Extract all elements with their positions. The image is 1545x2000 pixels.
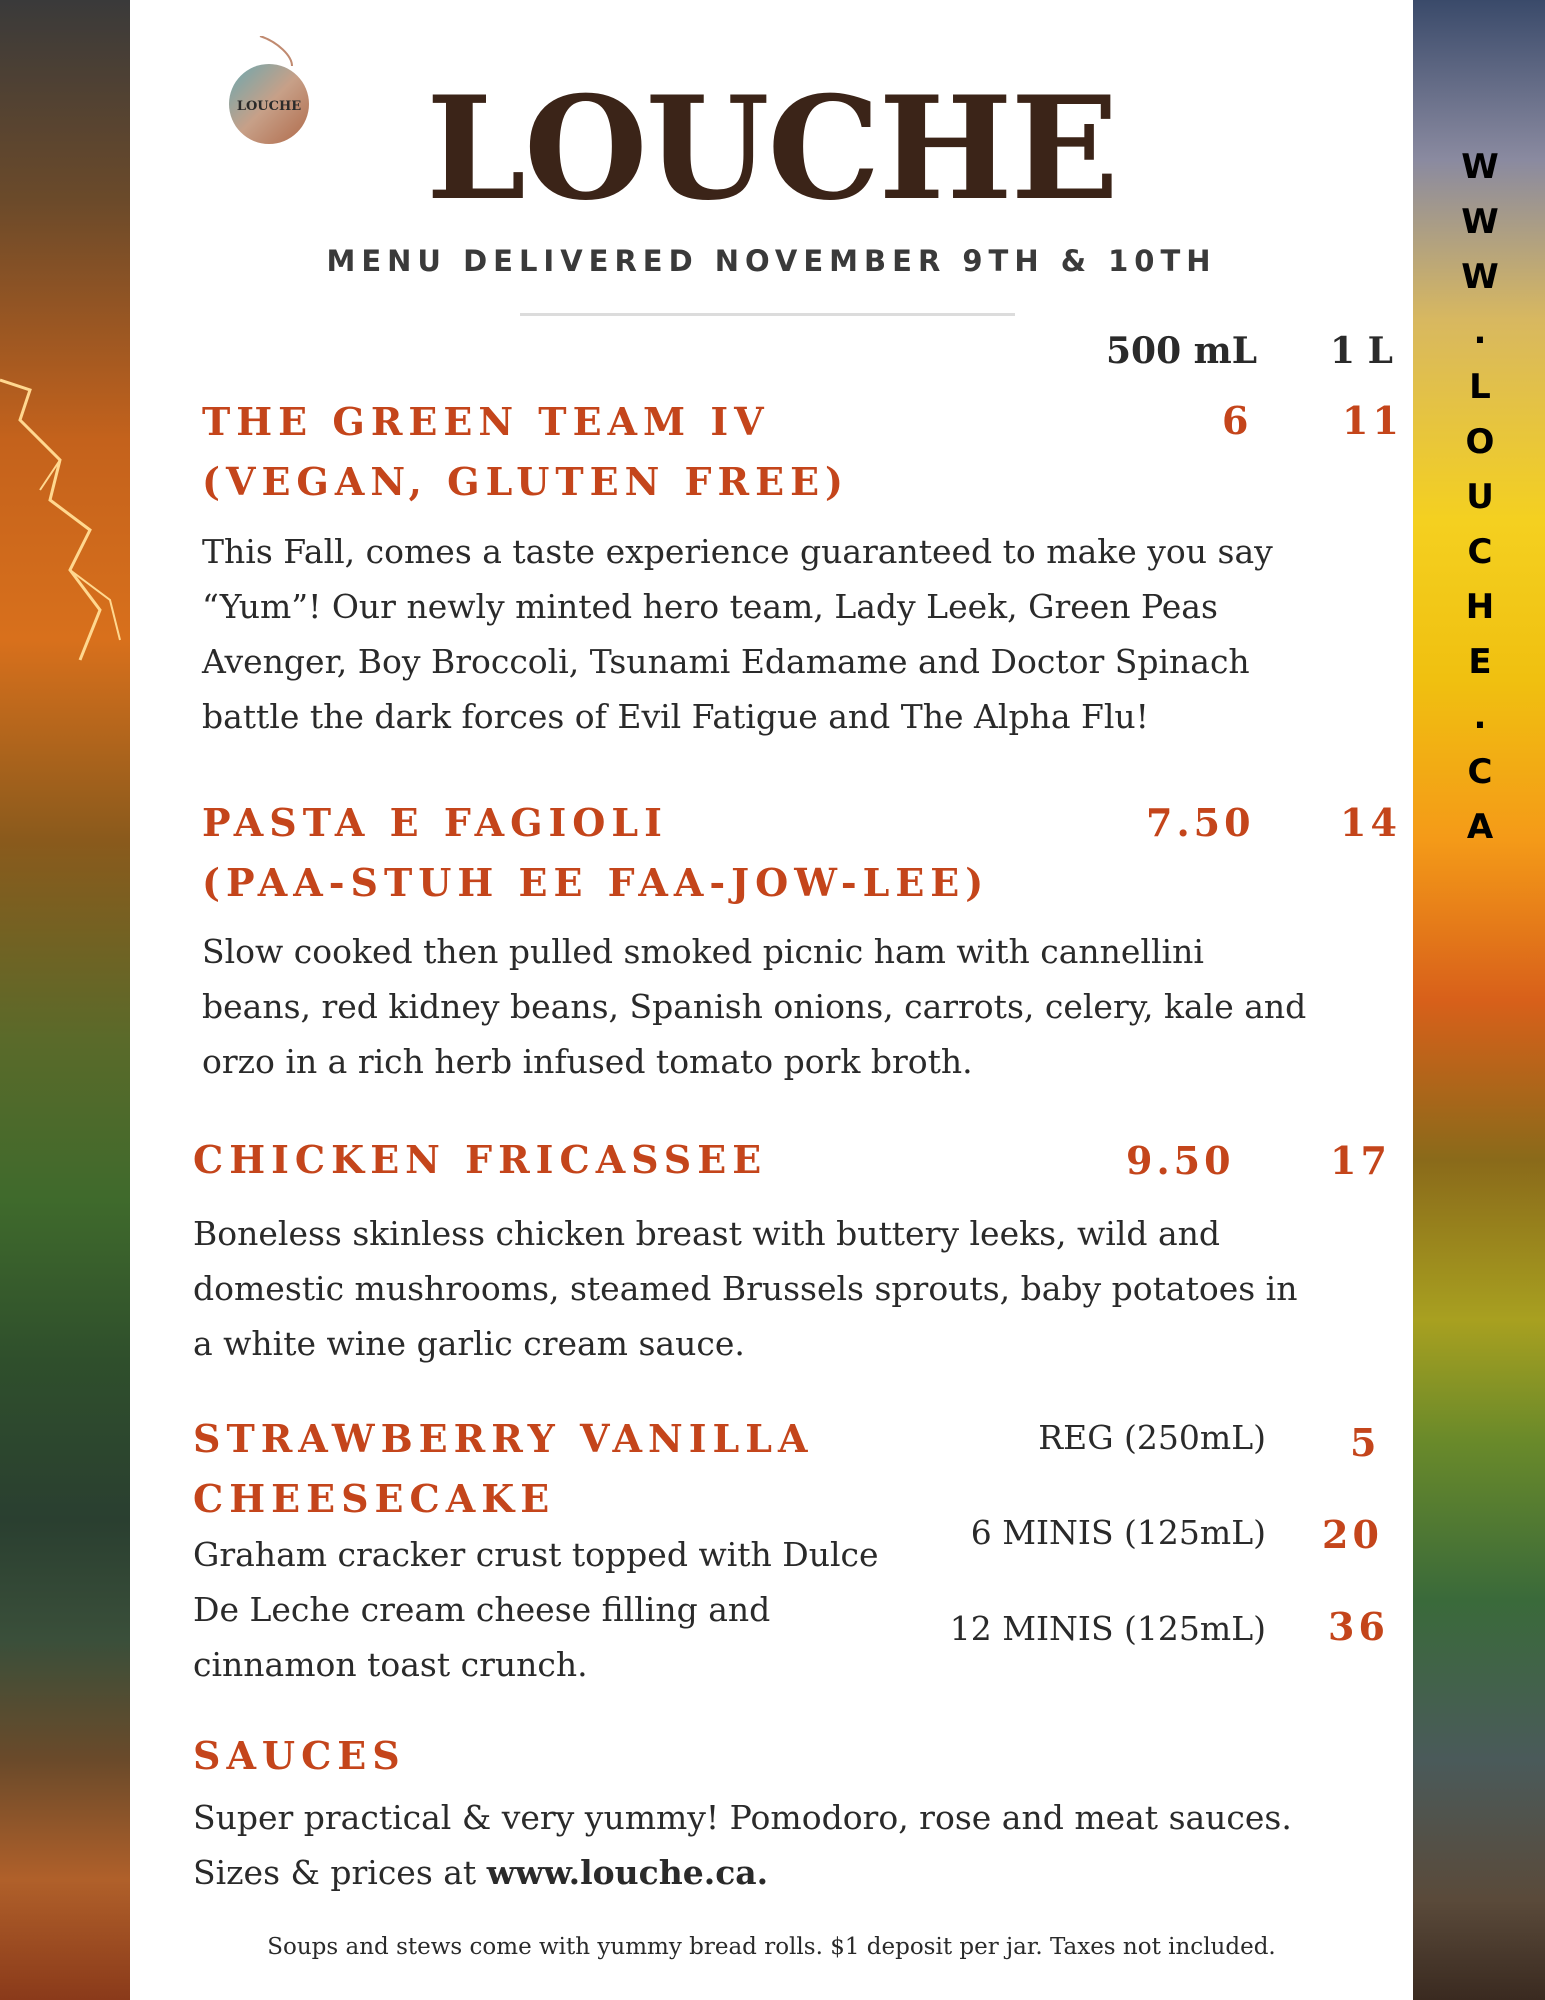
dessert-price-reg: 5 xyxy=(1350,1420,1381,1465)
size-header-500ml: 500 mL xyxy=(1106,330,1258,372)
url-char: . xyxy=(1473,312,1487,352)
footer-note: Soups and stews come with yummy bread rolls. $1 deposit per jar. Taxes not included. xyxy=(267,1934,1276,1960)
sauces-sizes-line xyxy=(193,1845,1403,1900)
url-char: U xyxy=(1466,477,1494,517)
vertical-website-url xyxy=(1450,140,1510,855)
item-name-sub: (PAA-STUH EE FAA-JOW-LEE) xyxy=(202,860,990,905)
dessert-price-6minis: 20 xyxy=(1322,1512,1383,1557)
url-char: W xyxy=(1461,257,1499,297)
dessert-size-reg: REG (250mL) xyxy=(1038,1418,1266,1457)
dessert-name: STRAWBERRY VANILLA xyxy=(193,1416,814,1461)
price-1l: 17 xyxy=(1330,1138,1391,1183)
divider xyxy=(520,313,1015,316)
size-header-1l: 1 L xyxy=(1330,330,1393,372)
dessert-name-sub: CHEESECAKE xyxy=(193,1476,556,1521)
url-char: O xyxy=(1465,422,1495,462)
sauces-heading: SAUCES xyxy=(193,1733,406,1778)
item-description: This Fall, comes a taste experience guaranteed to make you say “Yum”! Our newly minted hero team, Lady Leek, Green Peas Avenger, Boy Broccoli, Tsunami Edamame and Doctor Spinach battle the dark forces of Evil Fatigue and The Alpha Flu! xyxy=(202,532,1273,736)
item-description: Boneless skinless chicken breast with buttery leeks, wild and domestic mushrooms, steamed Brussels sprouts, baby potatoes in a white wine garlic cream sauce. xyxy=(193,1214,1298,1363)
url-char: W xyxy=(1461,147,1499,187)
url-char: C xyxy=(1467,752,1493,792)
url-char: A xyxy=(1466,807,1494,847)
svg-text:LOUCHE: LOUCHE xyxy=(236,99,302,114)
price-500ml: 6 xyxy=(1222,398,1253,443)
price-500ml: 9.50 xyxy=(1126,1138,1235,1183)
url-char: H xyxy=(1465,587,1495,627)
item-name-sub: (VEGAN, GLUTEN FREE) xyxy=(202,459,850,504)
dessert-size-6minis: 6 MINIS (125mL) xyxy=(970,1513,1266,1552)
dessert-price-12minis: 36 xyxy=(1328,1604,1389,1649)
lightning-graphic xyxy=(0,300,130,800)
page-subtitle: MENU DELIVERED NOVEMBER 9TH & 10TH xyxy=(326,244,1217,278)
page-title: LOUCHE xyxy=(426,66,1117,232)
left-photo-strip xyxy=(0,0,130,2000)
price-1l: 14 xyxy=(1340,800,1401,845)
dessert-description: Graham cracker crust topped with Dulce De Leche cream cheese filling and cinnamon toast crunch. xyxy=(193,1535,879,1684)
item-name: THE GREEN TEAM IV xyxy=(202,399,770,444)
sauces-description: Super practical & very yummy! Pomodoro, rose and meat sauces. xyxy=(193,1798,1292,1837)
website-link[interactable]: www.louche.ca. xyxy=(486,1853,769,1892)
url-char: W xyxy=(1461,202,1499,242)
dessert-size-12minis: 12 MINIS (125mL) xyxy=(949,1609,1266,1648)
item-description: Slow cooked then pulled smoked picnic ham with cannellini beans, red kidney beans, Spanish onions, carrots, celery, kale and orzo in a rich herb infused tomato pork broth. xyxy=(202,932,1307,1081)
price-1l: 11 xyxy=(1342,398,1403,443)
sauces-sizes-text: Sizes & prices at xyxy=(193,1853,477,1892)
item-name: PASTA E FAGIOLI xyxy=(202,800,668,845)
price-500ml: 7.50 xyxy=(1146,800,1255,845)
item-name: CHICKEN FRICASSEE xyxy=(193,1137,768,1182)
url-char: E xyxy=(1468,642,1492,682)
url-char: L xyxy=(1469,367,1491,407)
url-char: . xyxy=(1473,697,1487,737)
url-char: C xyxy=(1467,532,1493,572)
